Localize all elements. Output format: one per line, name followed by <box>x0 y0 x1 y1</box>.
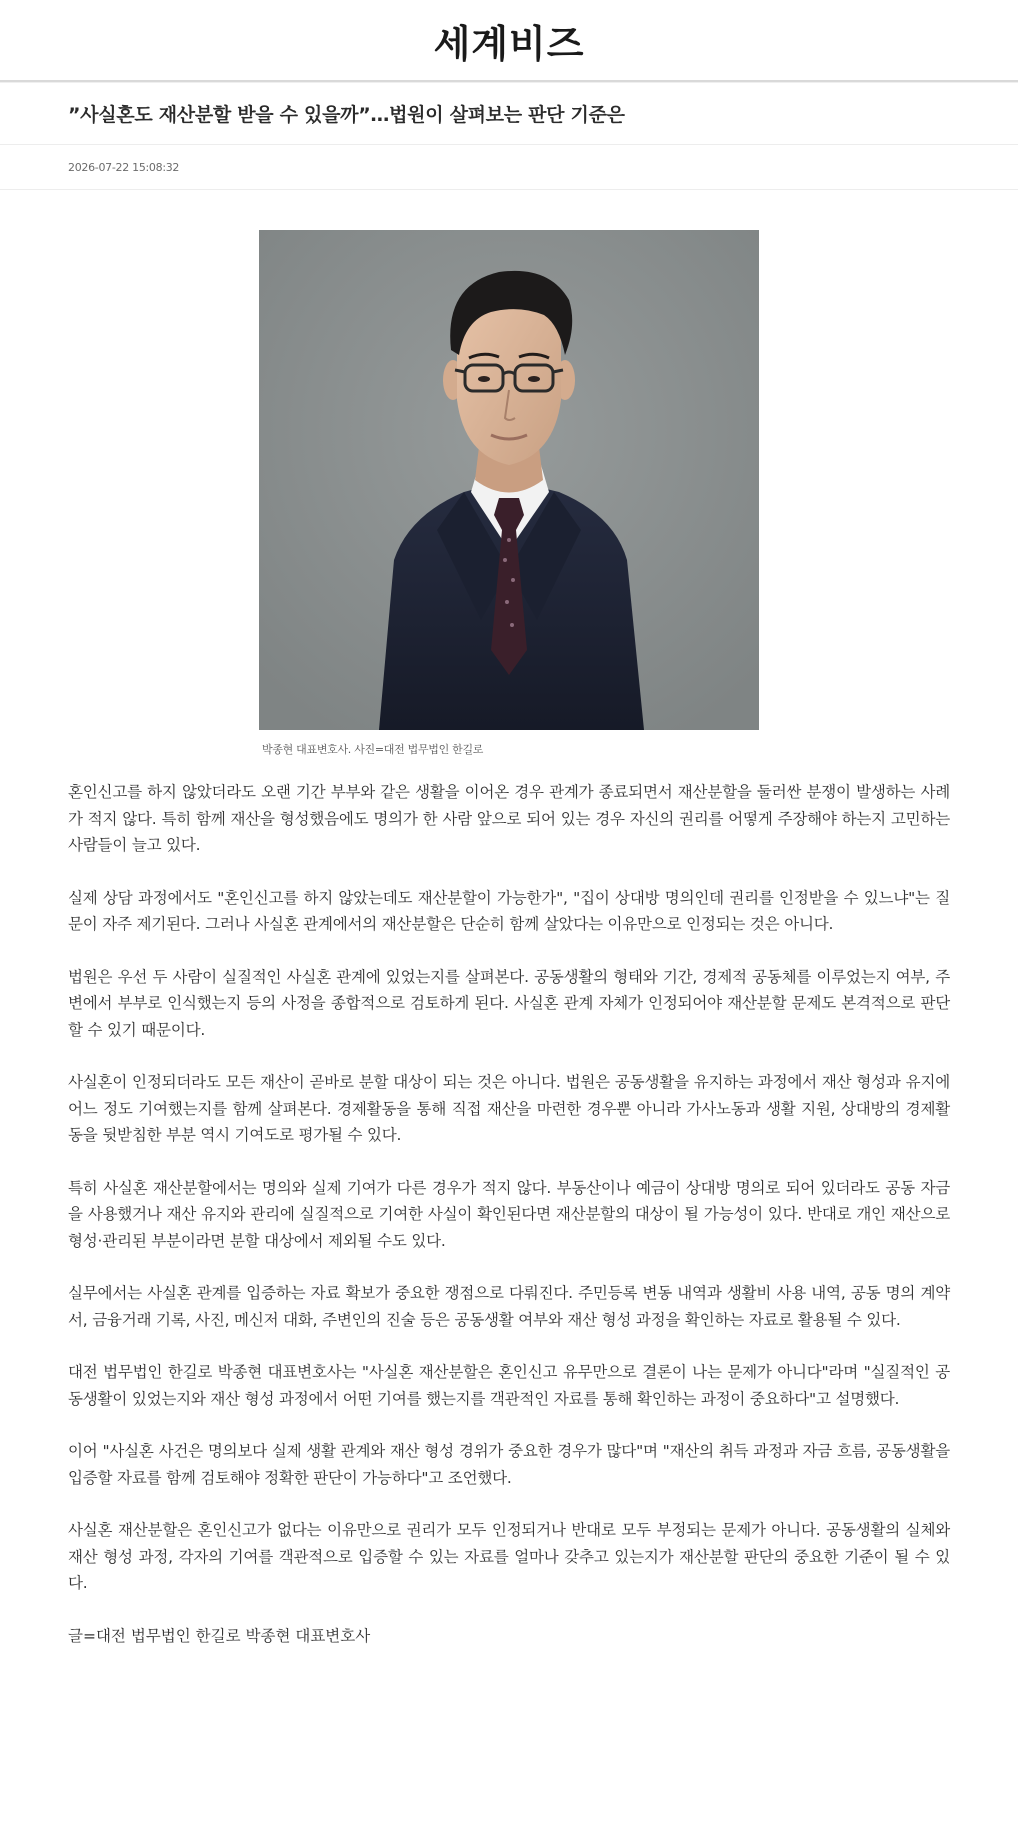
article-meta <box>0 145 1018 190</box>
article-paragraph: 실무에서는 사실혼 관계를 입증하는 자료 확보가 중요한 쟁점으로 다뤄진다. 주민등록 변동 내역과 생활비 사용 내역, 공동 명의 계약서, 금융거래 기록, 사진, 메신저 대화, 주변인의 진술 등은 공동생활 여부와 재산 형성 과정을 확인하는 자료로 활용될 수 있다. <box>68 1284 950 1329</box>
article-paragraph: 사실혼 재산분할은 혼인신고가 없다는 이유만으로 권리가 모두 인정되거나 반대로 모두 부정되는 문제가 아니다. 공동생활의 실체와 재산 형성 과정, 각자의 기여를 객관적으로 입증할 수 있는 자료를 얼마나 갖추고 있는지가 재산분할 판단의 중요한 기준이 될 수 있다. <box>68 1521 950 1592</box>
article-photo-figure <box>259 230 759 757</box>
article-date: 2026-07-22 15:08:32 <box>68 160 180 174</box>
article-paragraph: 혼인신고를 하지 않았더라도 오랜 기간 부부와 같은 생활을 이어온 경우 관계가 종료되면서 재산분할을 둘러싼 분쟁이 발생하는 사례가 적지 않다. 특히 함께 재산을 형성했음에도 명의가 한 사람 앞으로 되어 있는 경우 자신의 권리를 어떻게 주장해야 하는지 고민하는 사람들이 늘고 있다. <box>68 783 950 854</box>
site-header <box>0 0 1018 82</box>
article-photo <box>259 230 759 730</box>
article-signature: 글=대전 법무법인 한길로 박종현 대표변호사 <box>68 1626 371 1645</box>
article-paragraph: 이어 "사실혼 사건은 명의보다 실제 생활 관계와 재산 형성 경위가 중요한 경우가 많다"며 "재산의 취득 과정과 자금 흐름, 공동생활을 입증할 자료를 함께 검토해야 정확한 판단이 가능하다"고 조언했다. <box>68 1442 950 1487</box>
article-title-bar <box>0 82 1018 145</box>
photo-caption: 박종현 대표변호사. 사진=대전 법무법인 한길로 <box>262 743 484 756</box>
article-paragraph: 대전 법무법인 한길로 박종현 대표변호사는 "사실혼 재산분할은 혼인신고 유무만으로 결론이 나는 문제가 아니다"라며 "실질적인 공동생활이 있었는지와 재산 형성 과정에서 어떤 기여를 했는지를 객관적인 자료를 통해 확인하는 과정이 중요하다"고 설명했다. <box>68 1363 950 1408</box>
article-body <box>0 230 1018 1649</box>
site-logo[interactable]: 세계비즈 <box>433 21 585 66</box>
article-paragraph: 특히 사실혼 재산분할에서는 명의와 실제 기여가 다른 경우가 적지 않다. 부동산이나 예금이 상대방 명의로 되어 있더라도 공동 자금을 사용했거나 재산 유지와 관리에 실질적으로 기여한 사실이 확인된다면 재산분할의 대상이 될 가능성이 있다. 반대로 개인 재산으로 형성·관리된 부분이라면 분할 대상에서 제외될 수도 있다. <box>68 1178 950 1250</box>
article-paragraph: 실제 상담 과정에서도 "혼인신고를 하지 않았는데도 재산분할이 가능한가", "집이 상대방 명의인데 권리를 인정받을 수 있느냐"는 질문이 자주 제기된다. 그러나 사실혼 관계에서의 재산분할은 단순히 함께 살았다는 이유만으로 인정되는 것은 아니다. <box>68 888 950 933</box>
article-paragraph: 법원은 우선 두 사람이 실질적인 사실혼 관계에 있었는지를 살펴본다. 공동생활의 형태와 기간, 경제적 공동체를 이루었는지 여부, 주변에서 부부로 인식했는지 등의 사정을 종합적으로 검토하게 된다. 사실혼 관계 자체가 인정되어야 재산분할 문제도 본격적으로 판단할 수 있기 때문이다. <box>68 967 950 1039</box>
article-title: ”사실혼도 재산분할 받을 수 있을까”…법원이 살펴보는 판단 기준은 <box>68 103 625 126</box>
article-text <box>68 779 950 1649</box>
article-paragraph: 사실혼이 인정되더라도 모든 재산이 곧바로 분할 대상이 되는 것은 아니다. 법원은 공동생활을 유지하는 과정에서 재산 형성과 유지에 어느 정도 기여했는지를 함께 살펴본다. 경제활동을 통해 직접 재산을 마련한 경우뿐 아니라 가사노동과 생활 지원, 상대방의 경제활동을 뒷받침한 부분 역시 기여도로 평가될 수 있다. <box>68 1073 950 1144</box>
